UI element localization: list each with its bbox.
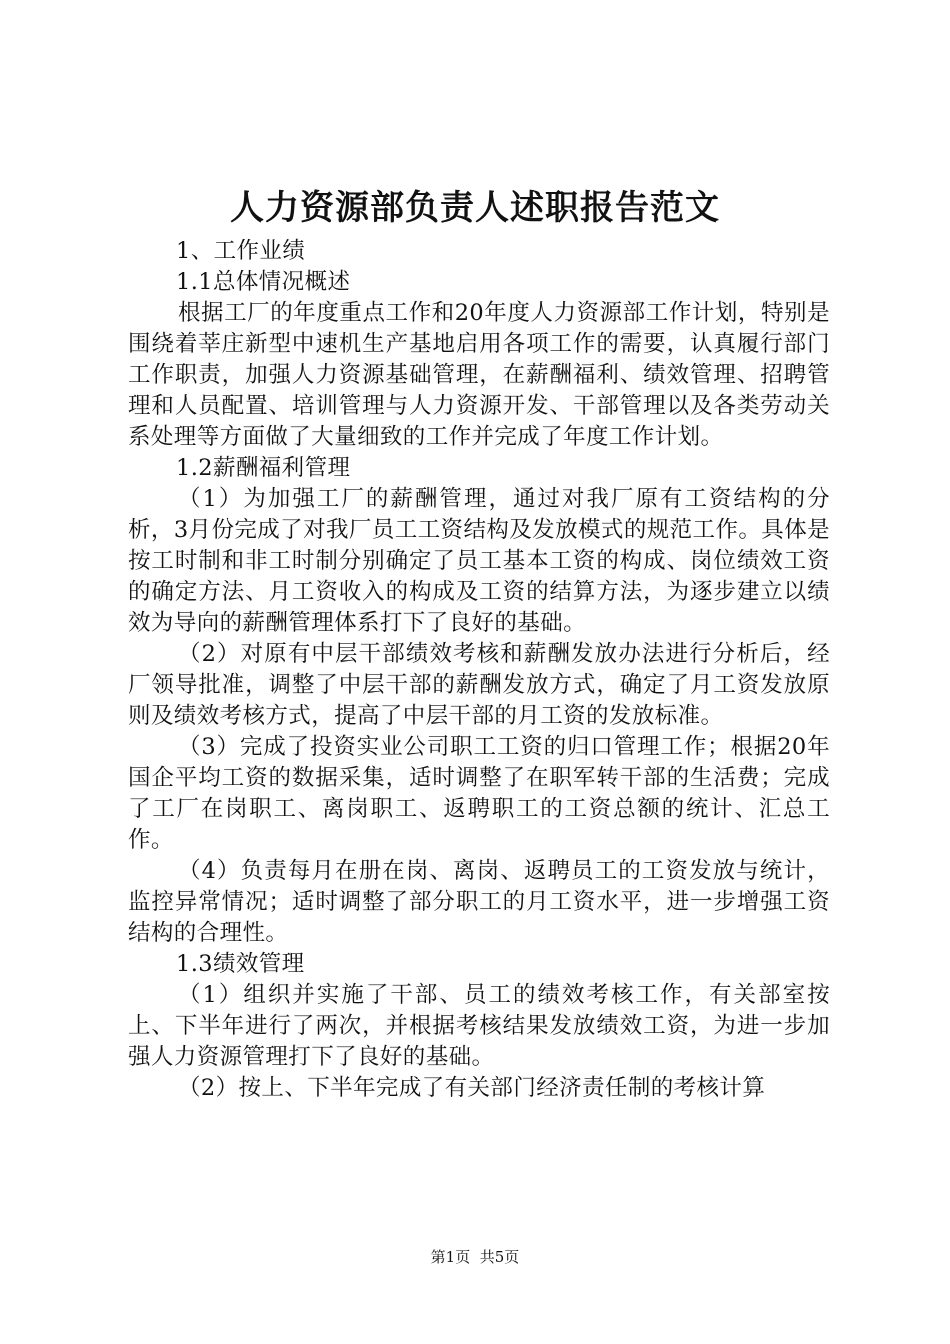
- section-heading-work-results: 1、工作业绩: [176, 238, 306, 264]
- page-footer: [0, 1247, 950, 1267]
- section-heading-performance: 1.3绩效管理: [176, 951, 305, 977]
- paragraph-compensation-3: （3）完成了投资实业公司职工工资的归口管理工作；根据20年国企平均工资的数据采集，适时调整了在职军转干部的生活费；完成了工厂在岗职工、离岗职工、返聘职工的工资总额的统计、汇总工作。: [128, 734, 830, 853]
- paragraph-performance-2: （2）按上、下半年完成了有关部门经济责任制的考核计算: [178, 1075, 766, 1101]
- document-body: [128, 236, 830, 1104]
- section-heading-overview: 1.1总体情况概述: [176, 269, 351, 295]
- paragraph-overview: 根据工厂的年度重点工作和20年度人力资源部工作计划，特别是围绕着莘庄新型中速机生产基地启用各项工作的需要，认真履行部门工作职责，加强人力资源基础管理，在薪酬福利、绩效管理、招聘管理和人员配置、培训管理与人力资源开发、干部管理以及各类劳动关系处理等方面做了大量细致的工作并完成了年度工作计划。: [128, 300, 830, 450]
- section-heading-compensation: 1.2薪酬福利管理: [176, 455, 351, 481]
- total-pages: 共5页: [479, 1248, 520, 1266]
- paragraph-compensation-4: （4）负责每月在册在岗、离岗、返聘员工的工资发放与统计，监控异常情况；适时调整了部分职工的月工资水平，进一步增强工资结构的合理性。: [128, 858, 830, 946]
- paragraph-compensation-1: （1）为加强工厂的薪酬管理，通过对我厂原有工资结构的分析，3月份完成了对我厂员工工资结构及发放模式的规范工作。具体是按工时制和非工时制分别确定了员工基本工资的构成、岗位绩效工资的确定方法、月工资收入的构成及工资的结算方法，为逐步建立以绩效为导向的薪酬管理体系打下了良好的基础。: [128, 486, 830, 636]
- page-number: 第1页: [430, 1248, 471, 1266]
- document-title: 人力资源部负责人述职报告范文: [230, 188, 720, 228]
- paragraph-performance-1: （1）组织并实施了干部、员工的绩效考核工作，有关部室按上、下半年进行了两次，并根据考核结果发放绩效工资，为进一步加强人力资源管理打下了良好的基础。: [128, 982, 830, 1070]
- paragraph-compensation-2: （2）对原有中层干部绩效考核和薪酬发放办法进行分析后，经厂领导批准，调整了中层干部的薪酬发放方式，确定了月工资发放原则及绩效考核方式，提高了中层干部的月工资的发放标准。: [128, 641, 830, 729]
